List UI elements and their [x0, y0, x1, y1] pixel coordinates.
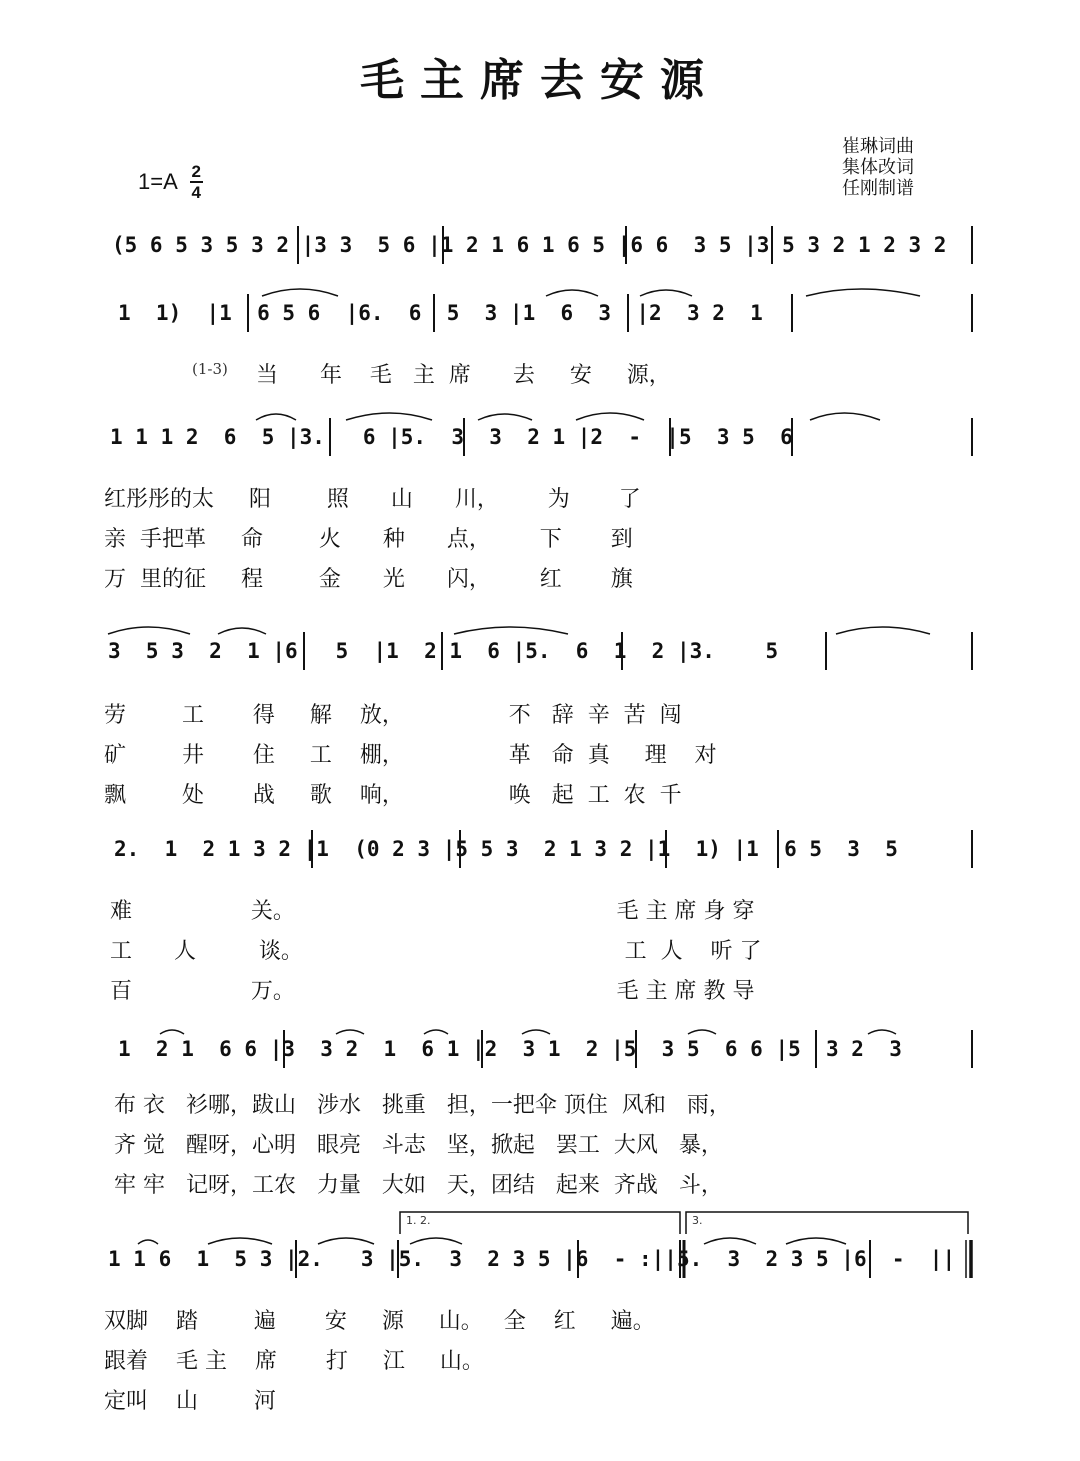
staff-1-notes: (5 6 5 3 5 3 2 |3 3 5 6 |1 2 1 6 1 6 5 |6 6 3 5 |3 5 3 2 1 2 3 2: [112, 233, 947, 257]
lyric-line-3-v1: 难 关。 毛 主 席 身 穿: [110, 899, 755, 924]
staff-7-notes: 1 1 6 1 5 3 |2. 3 |5. 3 2 3 5 |6 - :||5. 3 2 3 5 |6 - ||: [108, 1247, 956, 1271]
volta-brackets: [0, 1206, 1080, 1236]
key-label: 1=A: [138, 169, 178, 194]
credit-notation: 任刚制谱: [842, 178, 914, 199]
lyric-line-3-v2: 工 人 谈。 工 人 听 了: [110, 939, 762, 964]
lyric-line-2-v1: 劳 工 得 解 放， 不 辞 辛 苦 闯: [104, 703, 682, 728]
staff-1: [100, 220, 980, 270]
verse-label: (1-3): [192, 360, 228, 378]
lyric-line-4-v1: 布 衣 衫哪，跋山 涉水 挑重 担，一把伞 顶住 风和 雨，: [114, 1093, 731, 1118]
key-signature: [138, 163, 203, 201]
lyric-line-3-v3: 百 万。 毛 主 席 教 导: [110, 979, 755, 1004]
volta-first-label: 1. 2.: [406, 1214, 431, 1227]
staff-5-notes: 2. 1 2 1 3 2 |1 (0 2 3 |5 5 3 2 1 3 2 |1 1) |1 6 5 3 5: [114, 837, 898, 861]
lyric-line-1-v1: 红彤彤的太 阳 照 山 川， 为 了: [104, 487, 641, 512]
page-title: 毛主席去安源: [360, 55, 720, 106]
lyric-line-5-v2: 跟着 毛 主 席 打 江 山。: [104, 1349, 484, 1374]
staff-6-notes: 1 2 1 6 6 |3 3 2 1 6 1 |2 3 1 2 |5 3 5 6 6 |5 3 2 3: [118, 1037, 902, 1061]
lyric-line-4-v3: 牢 牢 记呀，工农 力量 大如 天，团结 起来 齐战 斗，: [114, 1173, 723, 1198]
staff-4-notes: 3 5 3 2 1 |6 5 |1 2 1 6 |5. 6 1 2 |3. 5: [108, 639, 779, 663]
lyric-line-5-v3: 定叫 山 河: [104, 1389, 276, 1414]
staff-3: [100, 412, 980, 462]
time-signature-top: 2: [191, 162, 201, 181]
lyric-intro: 当 年 毛 主 席 去 安 源，: [256, 363, 671, 388]
volta-last-label: 3.: [692, 1214, 703, 1227]
lyric-line-4-v2: 齐 觉 醒呀，心明 眼亮 斗志 坚，掀起 罢工 大风 暴，: [114, 1133, 723, 1158]
lyric-line-1-v2: 亲 手把革 命 火 种 点， 下 到: [104, 527, 633, 552]
staff-4: [100, 626, 980, 676]
lyric-line-1-v3: 万 里的征 程 金 光 闪， 红 旗: [104, 567, 633, 592]
staff-6: [100, 1024, 980, 1074]
time-signature: [190, 163, 203, 201]
lyric-line-2-v3: 飘 处 战 歌 响， 唤 起 工 农 千: [104, 783, 682, 808]
staff-3-notes: 1 1 1 2 6 5 |3. 6 |5. 3 3 2 1 |2 - |5 3 5 6: [110, 425, 793, 449]
lyric-line-5-v1: 双脚 踏 遍 安 源 山。 全 红 遍。: [104, 1309, 655, 1334]
credit-rewriter: 集体改词: [842, 157, 914, 178]
staff-2: [100, 288, 980, 338]
staff-5: [100, 824, 980, 874]
staff-2-notes: 1 1) |1 6 5 6 |6. 6 5 3 |1 6 3 |2 3 2 1: [118, 301, 763, 325]
credit-composer: 崔琳词曲: [842, 136, 914, 157]
credits: [842, 136, 914, 199]
staff-7: [100, 1234, 980, 1284]
lyric-line-2-v2: 矿 井 住 工 棚， 革 命 真 理 对: [104, 743, 717, 768]
time-signature-bottom: 4: [191, 183, 201, 202]
